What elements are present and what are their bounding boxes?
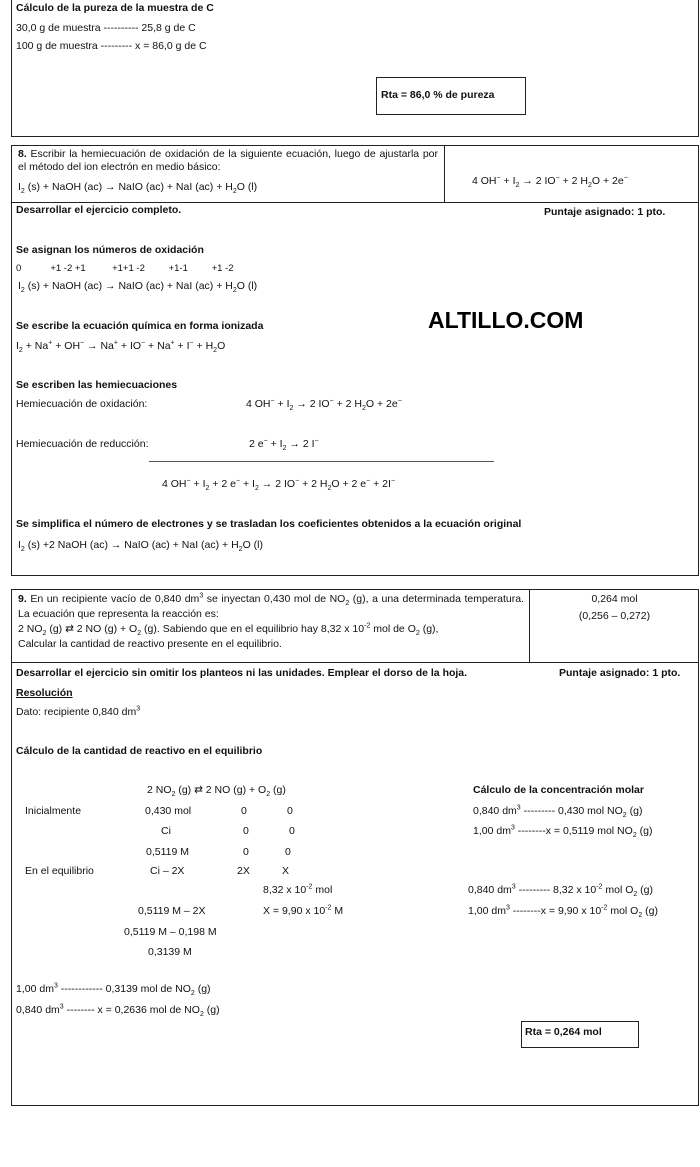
molar-line-2: 1,00 $dm^3$ --------x = 0,5119 mol $NO_2$ (g)	[473, 824, 653, 840]
oxidation-label: Hemiecuación de oxidación:	[16, 398, 148, 410]
development-8-score: Puntaje asignado: 1 pto.	[544, 206, 666, 218]
question-8-divider	[444, 145, 445, 203]
pureza-answer: Rta = 86,0 % de pureza	[381, 89, 495, 101]
question-8-key-answer: 4 $OH^- + I_2 \to 2$ IO− + 2 $H_2O + 2e^-$	[472, 174, 628, 190]
ionized-equation: $I_2 + Na^+ + OH^- \to Na^+ + IO^- + Na^+ + I^- + H_2O$	[16, 339, 226, 355]
no2-result: 0,3139 M	[148, 946, 192, 958]
ionized-heading: Se escribe la ecuación química en forma ionizada	[16, 320, 264, 332]
resolution-data: Dato: recipiente 0,840 $dm^3$	[16, 705, 141, 718]
molar-line-4: 1,00 $dm^3$ --------x = 9,90 x $10^{-2}$ mol $O_2$ (g)	[468, 904, 658, 920]
question-9-text: En un recipiente vacío de 0,840 $dm^3$ se inyectan 0,430 mol de $NO_2$ (g), a una determinada temperatura. La ecuación que representa la reacción es: 2 $NO_2$ (g) ⇄ 2 NO $(g) + O_2$ (g). Sabiendo que en el equilibrio hay 8,32 x $10^{-2}$ mol de $O_2$ (g), Calcular la cantidad de reactivo presente en el equilibrio.	[18, 592, 524, 650]
cell-no-initial: 0	[241, 805, 247, 817]
pureza-line-2: 100 g de muestra --------- x = 86,0 g de C	[16, 40, 207, 52]
pureza-section	[11, 0, 699, 137]
pureza-title: Cálculo de la pureza de la muestra de C	[16, 2, 214, 14]
cell-o2-equilibrium: X	[282, 865, 290, 877]
cell-o2-molar: 0	[285, 846, 291, 858]
question-9-statement	[18, 592, 524, 652]
oxidation-numbers-heading: Se asignan los números de oxidación	[16, 244, 204, 256]
molar-line-1: 0,840 $dm^3$ --------- 0,430 mol $NO_2$ (g)	[473, 804, 643, 820]
oxidation-numbers-values: 0 +1 -2 +1 +1+1 -2 +1-1 +1 -2	[16, 263, 234, 274]
cell-no2-equilibrium: Ci – 2X	[150, 865, 185, 877]
x-value: X = 9,90 x $10^{-2}$ M	[263, 904, 344, 917]
reduction-label: Hemiecuación de reducción:	[16, 438, 149, 450]
sum-rule	[149, 461, 494, 462]
question-9-key-range: (0,256 – 0,272)	[578, 610, 651, 622]
answer-9: Rta = 0,264 mol	[525, 1026, 602, 1038]
row-initial-label: Inicialmente	[25, 805, 82, 817]
final-equation: $I_2$ (s) +2 NaOH (ac) → NaIO (ac) + NaI $(ac) + H_2O$ (l)	[18, 539, 263, 554]
base-equation: $I_2$ (s) + NaOH (ac) → NaIO (ac) + NaI $(ac) + H_2O$ (l)	[18, 280, 258, 295]
simplify-heading: Se simplifica el número de electrones y se trasladan los coeficientes obtenidos a la ecuación original	[16, 518, 522, 530]
cell-no-equilibrium: 2X	[237, 865, 250, 877]
question-9-key-answer: 0,264 mol	[591, 593, 638, 605]
cell-o2-initial: 0	[287, 805, 293, 817]
no2-expression: 0,5119 M – 2X	[138, 905, 206, 917]
equilibrium-table-header: 2 $NO_2$ (g) ⇄ 2 NO $(g) + O_2$ (g)	[147, 784, 286, 799]
molar-line-3: 0,840 $dm^3$ --------- 8,32 x $10^{-2}$ mol $O_2$ (g)	[468, 883, 654, 899]
final-line-2: 0,840 $dm^3$ -------- x = 0,2636 mol de $NO_2$ (g)	[16, 1003, 220, 1019]
cell-no2-initial: 0,430 mol	[145, 805, 192, 817]
question-8-equation: $I_2$ (s) + NaOH (ac) → NaIO (ac) + NaI $(ac) + H_2O$ (l)	[18, 181, 258, 196]
oxidation-equation: 4 $OH^- + I_2 \to 2$ IO− + 2 $H_2O + 2e^-$	[246, 397, 402, 413]
cell-no-molar: 0	[243, 846, 249, 858]
question-9-number: 9.	[18, 593, 27, 605]
molar-concentration-heading: Cálculo de la concentración molar	[473, 784, 644, 796]
reduction-equation: 2 $e^- + I_2 \to 2$ I−	[249, 437, 319, 453]
development-9-instruction: Desarrollar el ejercicio sin omitir los planteos ni las unidades. Emplear el dorso de la hoja.	[16, 667, 468, 679]
equilibrium-calc-heading: Cálculo de la cantidad de reactivo en el equilibrio	[16, 745, 263, 757]
pureza-line-1: 30,0 g de muestra ---------- 25,8 g de C	[16, 22, 196, 34]
half-equations-heading: Se escriben las hemiecuaciones	[16, 379, 178, 391]
development-9-score: Puntaje asignado: 1 pto.	[559, 667, 681, 679]
question-8-number: 8.	[18, 148, 27, 160]
resolution-heading: Resolución	[16, 687, 73, 699]
cell-no2-ci: Ci	[161, 825, 171, 837]
cell-o2-ci: 0	[289, 825, 295, 837]
row-equilibrium-label: En el equilibrio	[25, 865, 94, 877]
question-8-text: Escribir la hemiecuación de oxidación de la siguiente ecuación, luego de ajustarla por el método del ion electrón en medio básico:	[18, 148, 439, 173]
o2-equilibrium-moles: 8,32 x $10^{-2}$ mol	[263, 883, 333, 896]
sum-equation: 4 $OH^- + I_2 + 2$ $e^- + I_2 \to 2$ IO− + 2 $H_2O + 2$ e− + 2I−	[162, 477, 396, 493]
final-line-1: 1,00 $dm^3$ ------------ 0,3139 mol de $NO_2$ (g)	[16, 982, 211, 998]
cell-no2-molar: 0,5119 M	[146, 846, 189, 858]
development-8-instruction: Desarrollar el ejercicio completo.	[16, 204, 182, 216]
no2-subtraction: 0,5119 M – 0,198 M	[124, 926, 217, 938]
question-8-statement	[18, 148, 438, 174]
cell-no-ci: 0	[243, 825, 249, 837]
altillo-watermark: ALTILLO.COM	[428, 307, 584, 333]
